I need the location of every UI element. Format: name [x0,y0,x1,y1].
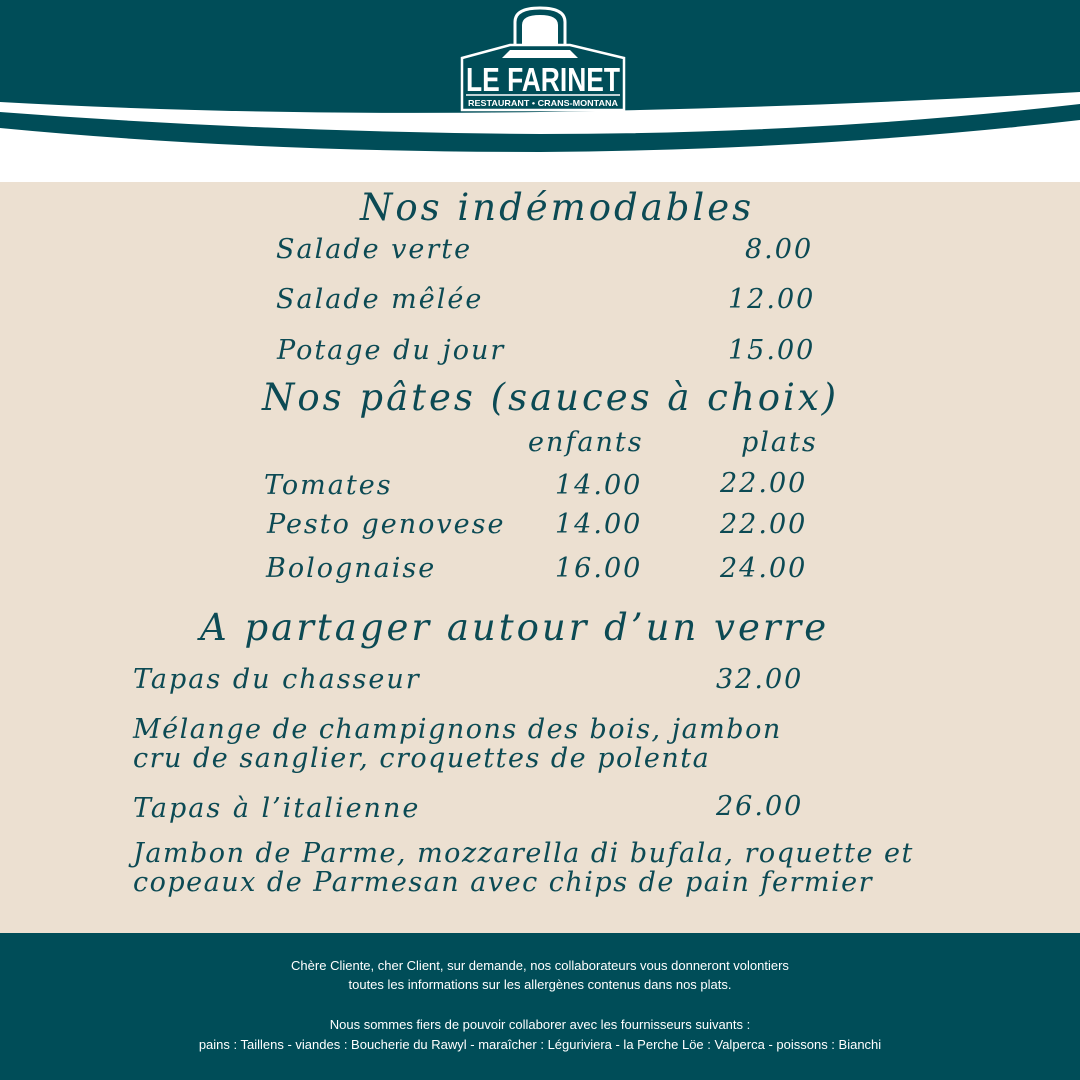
menu-item-name: Salade mêlée [276,284,484,315]
pasta-name: Tomates [264,470,393,501]
tapas-description: copeaux de Parmesan avec chips de pain fermier [133,867,873,898]
column-header-plats: plats [741,427,818,458]
tapas-description: cru de sanglier, croquettes de polenta [133,743,711,774]
section-title-indemodables: Nos indémodables [360,186,755,229]
section-title-partager: A partager autour d’un verre [200,606,830,649]
menu-item-price: 15.00 [728,335,816,366]
menu-item-price: 8.00 [745,234,814,265]
pasta-price-enfants: 14.00 [555,509,643,540]
pasta-price-plats: 24.00 [720,553,808,584]
section-title-pates: Nos pâtes (sauces à choix) [262,376,840,419]
footer [0,933,1080,1080]
tapas-name: Tapas à l’italienne [133,793,421,824]
pasta-price-enfants: 16.00 [555,553,643,584]
pasta-price-enfants: 14.00 [555,470,643,501]
suppliers-list: pains : Taillens - viandes : Boucherie du Rawyl - maraîcher : Léguriviera - la Perche Löe : Valperca - poissons : Bianchi [198,1037,882,1052]
pasta-price-plats: 22.00 [720,509,808,540]
logo-subtitle: RESTAURANT • CRANS-MONTANA [468,98,618,108]
menu-item-name: Potage du jour [277,335,506,366]
menu-item-price: 12.00 [728,284,816,315]
column-header-enfants: enfants [528,427,644,458]
logo-name: LE FARINET [466,61,620,98]
menu-item-name: Salade verte [276,234,473,265]
tapas-name: Tapas du chasseur [133,664,421,695]
tapas-price: 26.00 [716,791,804,822]
tapas-description: Jambon de Parme, mozzarella di bufala, roquette et [133,838,914,869]
allergen-notice-line2: toutes les informations sur les allergènes contenus dans nos plats. [348,977,732,992]
suppliers-intro: Nous sommes fiers de pouvoir collaborer avec les fournisseurs suivants : [329,1017,751,1032]
tapas-description: Mélange de champignons des bois, jambon [133,714,782,745]
pasta-price-plats: 22.00 [720,468,808,499]
allergen-notice-line1: Chère Cliente, cher Client, sur demande, nos collaborateurs vous donneront volontiers [291,958,789,973]
pasta-name: Bolognaise [266,553,437,584]
pasta-name: Pesto genovese [267,509,506,540]
tapas-price: 32.00 [716,664,804,695]
